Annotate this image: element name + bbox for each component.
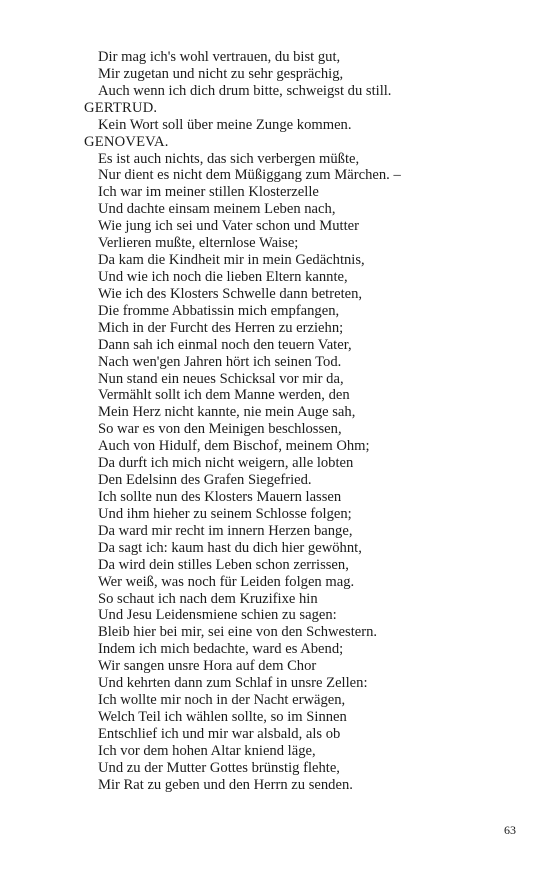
verse-line: Mein Herz nicht kannte, nie mein Auge sah,	[98, 404, 356, 421]
verse-line: Mir Rat zu geben und den Herrn zu senden.	[98, 776, 353, 793]
page-number: 63	[504, 823, 516, 837]
verse-line: Da durft ich mich nicht weigern, alle lobten	[98, 455, 354, 472]
verse-line: Nun stand ein neues Schicksal vor mir da,	[98, 370, 344, 387]
verse-line: Wir sangen unsre Hora auf dem Chor	[98, 658, 317, 675]
verse-line: So schaut ich nach dem Kruzifixe hin	[98, 590, 318, 607]
verse-line: Dann sah ich einmal noch den teuern Vater,	[98, 336, 352, 353]
verse-line: Da wird dein stilles Leben schon zerrissen,	[98, 556, 349, 573]
verse-line: Mich in der Furcht des Herren zu erziehn;	[98, 319, 344, 336]
verse-line: Ich war im meiner stillen Klosterzelle	[98, 184, 319, 201]
verse-line: Wie jung ich sei und Vater schon und Mutter	[98, 218, 359, 235]
verse-line: Nur dient es nicht dem Müßiggang zum Märchen. –	[98, 167, 401, 184]
verse-line: Die fromme Abbatissin mich empfangen,	[98, 302, 340, 319]
verse-line: Vermählt sollt ich dem Manne werden, den	[98, 387, 350, 404]
verse-line: Mir zugetan und nicht zu sehr gesprächig,	[98, 65, 344, 82]
verse-line: Es ist auch nichts, das sich verbergen müßte,	[98, 150, 360, 167]
verse-line: Bleib hier bei mir, sei eine von den Schwestern.	[98, 624, 378, 641]
verse-line: Kein Wort soll über meine Zunge kommen.	[98, 116, 352, 133]
verse-text-block	[84, 49, 524, 794]
verse-line: Ich vor dem hohen Altar kniend läge,	[98, 742, 316, 759]
verse-line: Verlieren mußte, elternlose Waise;	[98, 235, 299, 252]
speaker-name: GENOVEVA.	[84, 133, 169, 150]
verse-line: Ich sollte nun des Klosters Mauern lassen	[98, 488, 342, 505]
speaker-name: GERTRUD.	[84, 99, 158, 116]
verse-line: Nach wen'gen Jahren hört ich seinen Tod.	[98, 353, 342, 370]
verse-line: Auch wenn ich dich drum bitte, schweigst du still.	[98, 82, 392, 99]
verse-line: Ich wollte mir noch in der Nacht erwägen,	[98, 692, 346, 709]
verse-line: Und Jesu Leidensmiene schien zu sagen:	[98, 607, 337, 624]
verse-line: Dir mag ich's wohl vertrauen, du bist gut,	[98, 49, 341, 65]
verse-line: Wie ich des Klosters Schwelle dann betreten,	[98, 285, 363, 302]
verse-line: Wer weiß, was noch für Leiden folgen mag.	[98, 573, 355, 590]
verse-line: Und ihm hieher zu seinem Schlosse folgen;	[98, 505, 352, 522]
verse-line: Welch Teil ich wählen sollte, so im Sinnen	[98, 708, 347, 725]
verse-line: Und kehrten dann zum Schlaf in unsre Zellen:	[98, 675, 368, 692]
verse-line: Indem ich mich bedachte, ward es Abend;	[98, 641, 344, 658]
verse-line: Da ward mir recht im innern Herzen bange,	[98, 522, 353, 539]
verse-line: Und dachte einsam meinem Leben nach,	[98, 201, 336, 218]
verse-line: Den Edelsinn des Grafen Siegefried.	[98, 472, 312, 489]
verse-line: So war es von den Meinigen beschlossen,	[98, 421, 342, 438]
verse-line: Da kam die Kindheit mir in mein Gedächtnis,	[98, 252, 365, 269]
verse-line: Da sagt ich: kaum hast du dich hier gewöhnt,	[98, 539, 362, 556]
verse-line: Entschlief ich und mir war alsbald, als ob	[98, 725, 341, 742]
verse-line: Auch von Hidulf, dem Bischof, meinem Ohm;	[98, 438, 370, 455]
verse-line: Und zu der Mutter Gottes brünstig flehte,	[98, 759, 340, 776]
verse-line: Und wie ich noch die lieben Eltern kannte,	[98, 268, 348, 285]
